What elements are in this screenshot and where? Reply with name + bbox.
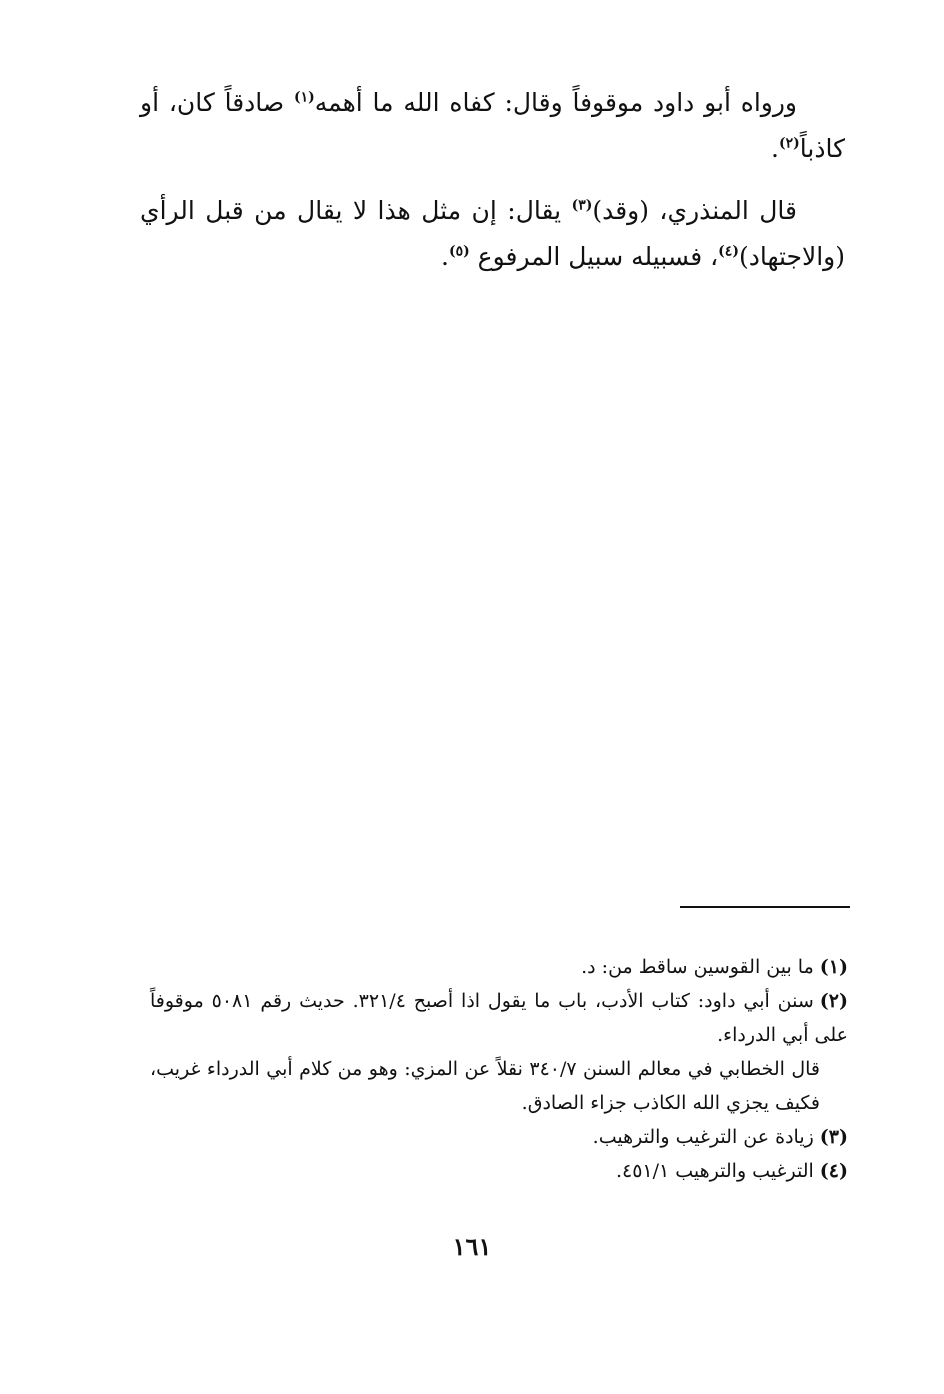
footnote-ref-5: (٥): [448, 243, 470, 260]
footnote-1: [150, 950, 848, 984]
footnote-number: (٤): [819, 1160, 848, 1182]
main-text: [140, 80, 845, 296]
paragraph-2: [140, 188, 845, 280]
footnote-separator: [680, 906, 850, 908]
footnote-text: سنن أبي داود: كتاب الأدب، باب ما يقول اذا أصبح ٣٢١/٤. حديث رقم ٥٠٨١ موقوفاً على أبي الدرداء.: [150, 990, 848, 1046]
paragraph-1: [140, 80, 845, 172]
footnote-number: (١): [819, 956, 848, 978]
text-span: صادقاً كان، أو كاذباً: [140, 88, 845, 163]
footnote-number: (٣): [819, 1126, 848, 1148]
footnote-text: الترغيب والترهيب ٤٥١/١.: [615, 1160, 814, 1182]
text-span: .: [771, 134, 779, 163]
footnote-4: [150, 1154, 848, 1188]
footnote-text: قال الخطابي في معالم السنن ٣٤٠/٧ نقلاً عن المزي: وهو من كلام أبي الدرداء غريب، فكيف يجزي الله الكاذب جزاء الصادق.: [150, 1058, 821, 1114]
footnote-text: ما بين القوسين ساقط من: د.: [581, 956, 814, 978]
page-number: ١٦١: [452, 1232, 492, 1261]
footnote-ref-1: (١): [293, 89, 315, 106]
footnotes: [150, 950, 848, 1188]
footnote-number: (٢): [819, 990, 848, 1012]
footnote-ref-2: (٢): [778, 135, 800, 152]
text-span: قال المنذري، (وقد): [592, 196, 797, 225]
footnote-3: [150, 1120, 848, 1154]
footnote-ref-3: (٣): [571, 197, 593, 214]
text-span: .: [440, 242, 449, 271]
footnote-ref-4: (٤): [718, 243, 739, 260]
footnote-text: زيادة عن الترغيب والترهيب.: [592, 1126, 814, 1148]
text-span: يقال: إن مثل هذا لا يقال من قبل الرأي (والاجتهاد): [140, 196, 845, 271]
footnote-2: [150, 984, 848, 1052]
footnote-2-continuation: [150, 1052, 848, 1120]
text-span: ، فسبيله سبيل المرفوع: [469, 242, 719, 271]
text-span: ورواه أبو داود موقوفاً وقال: كفاه الله ما أهمه: [314, 88, 797, 117]
